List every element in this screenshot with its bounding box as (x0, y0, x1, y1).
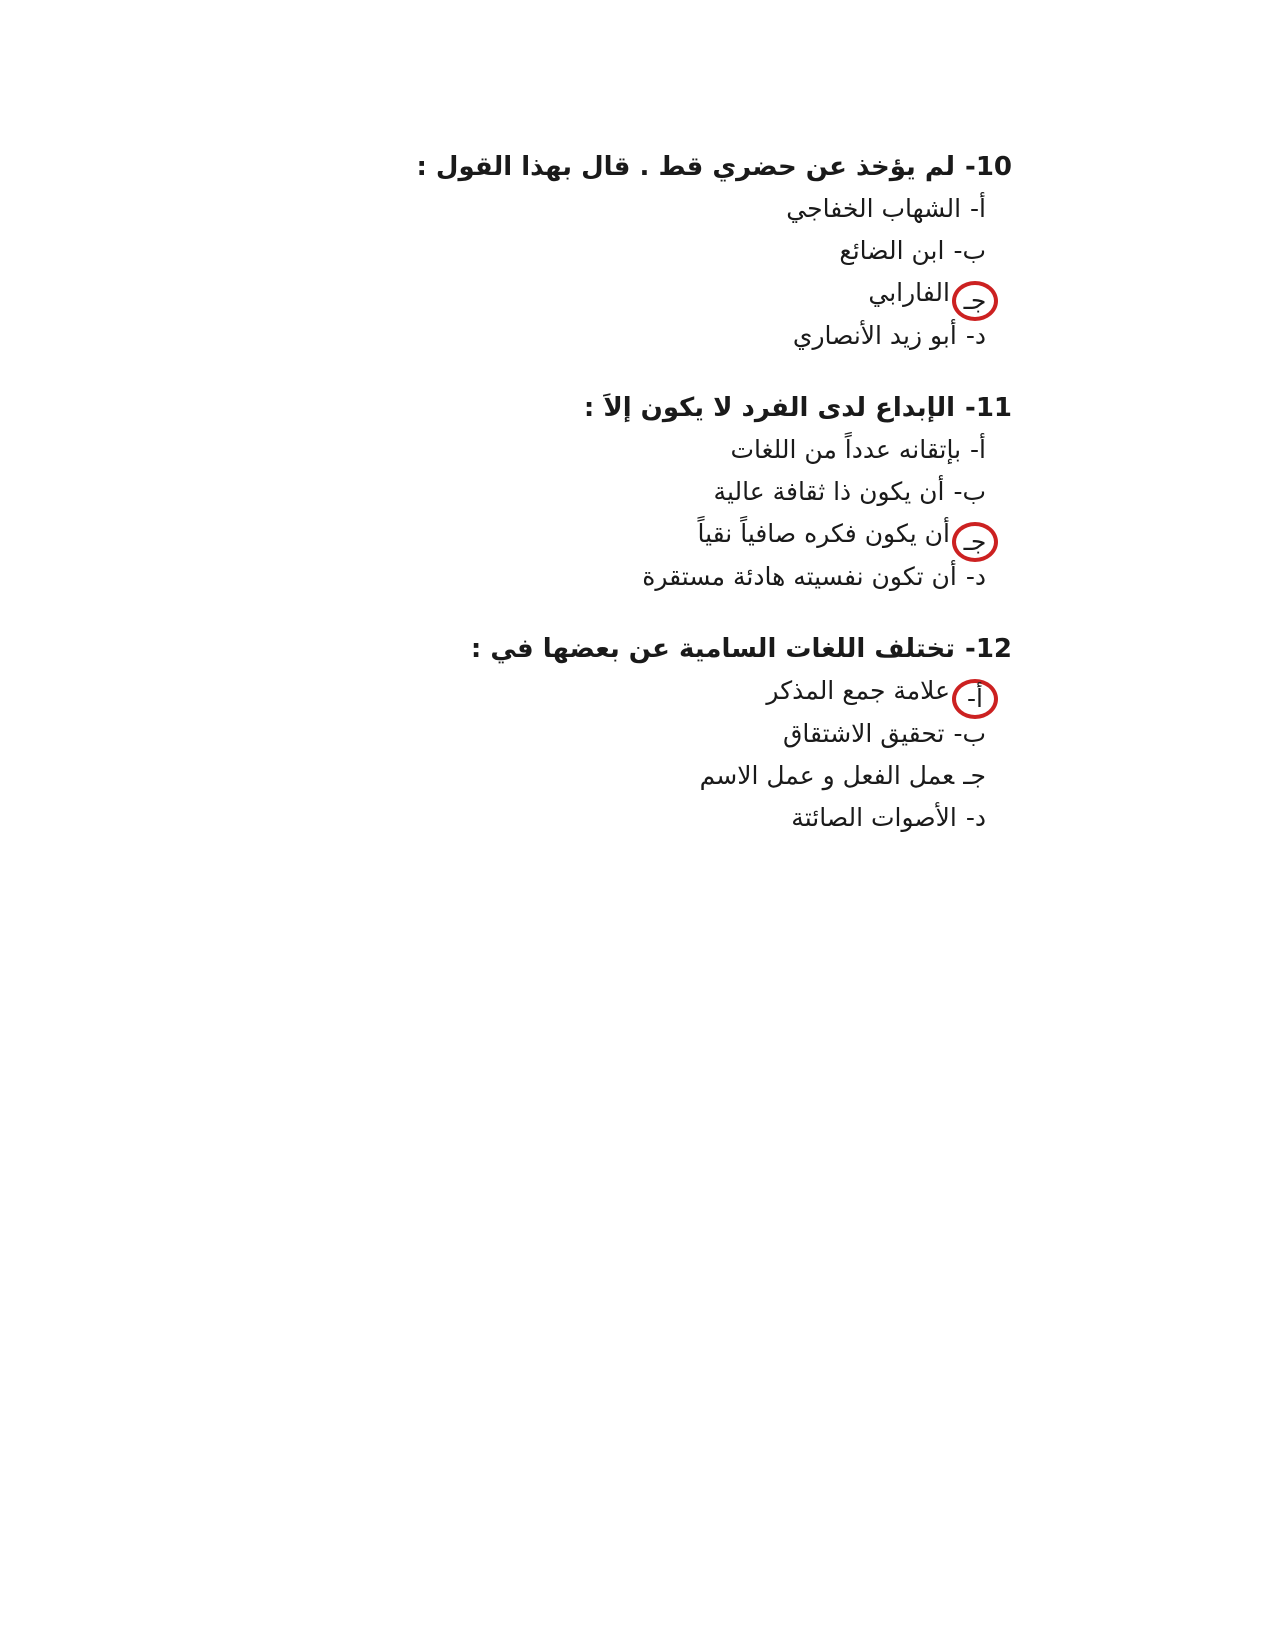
option-text: علامة جمع المذكر (766, 676, 950, 705)
option-row (392, 797, 1012, 839)
answer-circle: أ- (952, 679, 998, 719)
question-number: 11- (965, 393, 1012, 423)
option-text: الأصوات الصائتة (791, 803, 957, 832)
option-text: عمل الفعل و عمل الاسم (699, 761, 955, 790)
question-12 (392, 628, 1012, 839)
option-row (392, 513, 1012, 556)
option-text: أن يكون ذا ثقافة عالية (713, 477, 945, 506)
option-row (392, 556, 1012, 598)
option-text: أبو زيد الأنصاري (792, 321, 957, 350)
option-text: تحقيق الاشتقاق (782, 719, 945, 748)
option-text: أن تكون نفسيته هادئة مستقرة (642, 562, 957, 591)
question-11 (392, 387, 1012, 598)
option-row (392, 755, 1012, 797)
exam-questions (392, 146, 1012, 869)
option-letter: د- (965, 562, 986, 591)
option-letter: جـ (963, 761, 986, 790)
option-text: أن يكون فكره صافياً نقياً (697, 519, 950, 548)
option-letter: ب- (953, 477, 986, 506)
option-letter: ب- (953, 719, 986, 748)
option-text: الفارابي (868, 278, 950, 307)
option-row (392, 713, 1012, 755)
option-text: بإتقانه عدداً من اللغات (730, 435, 962, 464)
answer-circle: جـ (952, 281, 998, 321)
question-text: تختلف اللغات السامية عن بعضها في : (470, 634, 956, 664)
option-text: الشهاب الخفاجي (786, 194, 962, 223)
question-header (392, 146, 1012, 188)
option-letter: ب- (953, 236, 986, 265)
question-10 (392, 146, 1012, 357)
option-text: ابن الضائع (839, 236, 945, 265)
question-number: 12- (965, 634, 1012, 664)
option-letter: أ- (970, 194, 986, 223)
question-number: 10- (965, 152, 1012, 182)
option-row (392, 670, 1012, 713)
option-letter: د- (965, 321, 986, 350)
option-row (392, 315, 1012, 357)
option-letter: أ- (970, 435, 986, 464)
question-text: الإبداع لدى الفرد لا يكون إلاَ : (583, 393, 956, 423)
option-row (392, 230, 1012, 272)
question-header (392, 628, 1012, 670)
option-row (392, 429, 1012, 471)
answer-circle: جـ (952, 522, 998, 562)
option-row (392, 272, 1012, 315)
option-row (392, 188, 1012, 230)
question-text: لم يؤخذ عن حضري قط . قال بهذا القول : (416, 152, 956, 182)
option-row (392, 471, 1012, 513)
option-letter: د- (965, 803, 986, 832)
question-header (392, 387, 1012, 429)
